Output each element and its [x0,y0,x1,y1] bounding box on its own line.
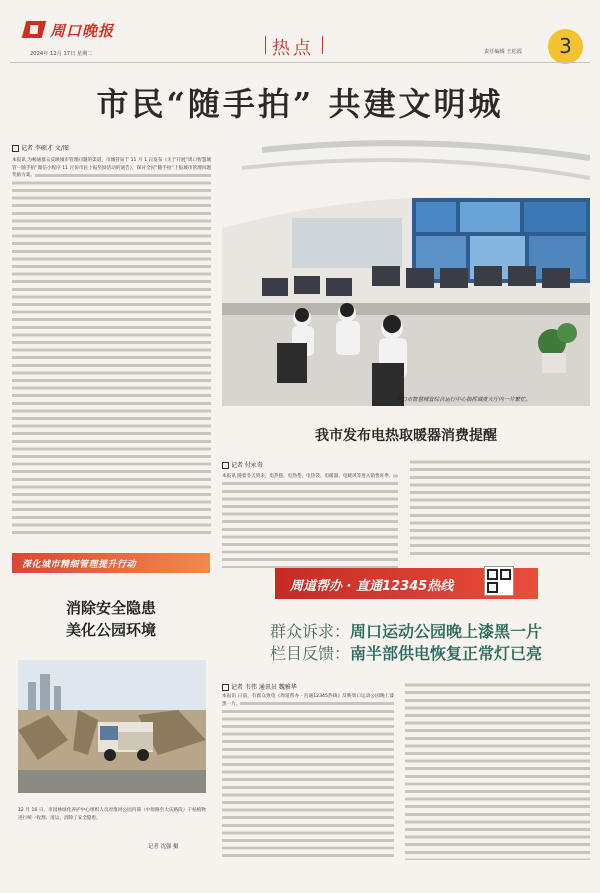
heater-headline: 我市发布电热取暖器消费提醒 [315,428,497,444]
photo-caption: 周口市智慧城管综合运行中心指挥调度大厅内一片繁忙。 [396,397,531,403]
hotline-byline [222,682,297,691]
square-icon [222,462,229,469]
feedback-label: 栏目反馈： [270,644,351,663]
heater-article-col2 [410,459,590,558]
sidebar-headline-line2: 美化公园环境 [65,621,156,639]
complaint-label: 群众诉求： [270,622,351,641]
heater-byline [222,460,263,469]
complaint-text: 周口运动公园晚上漆黑一片 [350,622,543,641]
editor-credit: 责任编辑 王松霞 [484,49,522,55]
masthead-logo [24,20,128,39]
hotline-banner-text: 周道帮办 · 直通12345热线 [290,579,454,594]
lead-headline: 市民“随手拍” 共建文明城 [96,85,504,123]
paper-name: 周口晚报 [50,22,115,40]
page-number: 3 [548,29,583,64]
complaint-heading [270,619,542,642]
sidebar-banner-text: 深化城市精细管理提升行动 [22,560,137,570]
qr-code-icon [484,566,514,596]
logo-mark-icon [22,21,47,38]
issue-date: 2024年 12月 17日 星期二 [30,51,93,57]
sidebar-headline [12,597,210,641]
heater-article-col1 [222,473,398,568]
hotline-article-col2 [405,682,590,860]
command-center-photo [222,138,590,406]
sidebar-caption: 12 月 16 日，市园林绿化养护中心组织人员对淮河公园内部（中原路至大庆路段）干枯植物进行统一收割、清运，消除了安全隐患。 [18,808,206,821]
feedback-text: 南半部供电恢复正常灯已亮 [350,644,543,663]
feedback-heading [270,641,542,664]
byline-text: 记者 李硕才 文/图 [21,145,69,152]
byline-text: 记者 付永奇 [231,462,263,469]
sidebar-photo-credit: 记者 沈强 摄 [148,844,179,850]
lead-byline [12,143,69,152]
section-divider [322,36,323,54]
sidebar-headline-line1: 消除安全隐患 [65,599,156,617]
header-rule [10,62,590,63]
lead-first-paragraph: 本报讯 为畅通群众反映城市管理问题的渠道，市城管局于 11 月 1 日发布《关于开展“周口智慧城管一随手拍”微信小程序 11 月份市民上报奖励活动的通告》，探讨全民“随手拍”上报城市管理问题奖励方案。 [12,158,211,179]
square-icon [12,145,19,152]
section-divider [265,36,266,54]
square-icon [222,684,229,691]
section-title: 热点 [272,38,314,59]
hotline-article-col1 [222,693,394,861]
heater-first-paragraph: 本报讯 随着冬天到来，电热毯、电热垫、电热袋、电暖器、电暖风等进入销售旺季。 [222,474,394,479]
hotline-first-paragraph: 本报讯 日前，有群众致电《周道帮办 · 直通12345热线》反映周口运动公园晚上漆黑一片。 [222,694,394,707]
park-cleanup-photo [18,660,206,793]
byline-text: 记者 韦伟 通讯员 魏雅华 [231,684,297,691]
lead-article-body [12,157,211,537]
